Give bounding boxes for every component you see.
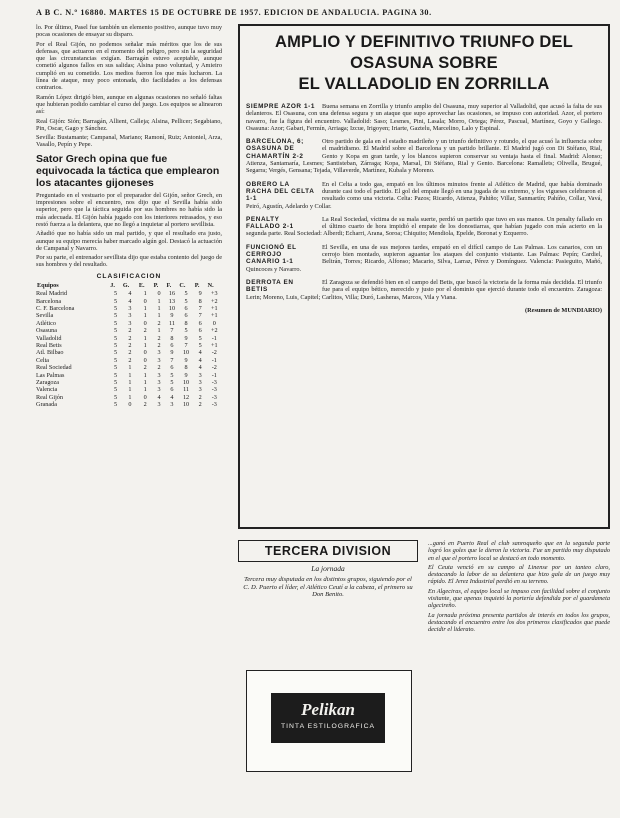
standings-row xyxy=(36,364,222,371)
team-name: Valladolid xyxy=(36,334,62,342)
article-section xyxy=(246,138,602,174)
standings-cell: -1 xyxy=(211,356,217,364)
standings-row xyxy=(36,320,222,327)
team-name: Las Palmas xyxy=(36,371,65,379)
tercera-intro: Tercera muy disputada en los distintos grupos, siguiendo por el C. D. Puerto el líder, el Atlético Ceutí a la cabeza, el primero su Don Benito. xyxy=(243,576,413,599)
standings-column-header: P. xyxy=(153,281,159,289)
section-label: DERROTA EN BETIS xyxy=(246,278,294,294)
standings-cell: 6 xyxy=(170,364,174,372)
standings-cell: 3 xyxy=(198,386,202,394)
team-name: Granada xyxy=(36,401,57,409)
standings-cell: 5 xyxy=(184,297,188,305)
standings-column-header: G. xyxy=(122,281,130,289)
standings-cell: 6 xyxy=(198,319,202,327)
standings-cell: 10 xyxy=(182,349,190,357)
main-article-title xyxy=(246,32,602,95)
title-line-2: EL VALLADOLID EN ZORRILLA xyxy=(298,75,550,93)
standings-cell: 0 xyxy=(157,290,161,298)
ad-logo-panel xyxy=(271,693,385,743)
standings-cell: 3 xyxy=(128,312,132,320)
standings-cell: 5 xyxy=(114,401,118,409)
standings-cell: 5 xyxy=(170,379,174,386)
standings-cell: 2 xyxy=(198,393,202,401)
standings-row xyxy=(36,305,222,312)
standings-cell: 6 xyxy=(170,386,174,394)
standings-cell: 3 xyxy=(170,401,174,409)
standings-cell: 2 xyxy=(157,364,161,372)
standings-cell: 5 xyxy=(114,379,118,386)
section-text: El Zaragoza se defendió bien en el campo del Betis, que buscó la victoria de la forma más decidida. El triunfo fue para el equipo bético, merecido y justo por el dominio que ejerció durante todo el encuentro. Zaragoza: Lerin; Moreno, Luis, Capitel; Carlitos, Villa; Duró, Lasheras, Marcos, Vila y Viana. xyxy=(246,278,602,301)
team-name: Atl. Bilbao xyxy=(36,349,64,357)
standings-cell: 1 xyxy=(157,297,161,305)
standings-cell: 2 xyxy=(128,334,132,342)
standings-cell: 7 xyxy=(184,341,188,349)
standings-cell: 2 xyxy=(143,327,147,335)
standings-cell: 9 xyxy=(184,371,188,379)
standings-cell: 1 xyxy=(128,371,132,379)
ad-brand: Pelikan xyxy=(301,700,355,719)
standings-cell: 0 xyxy=(143,319,147,327)
left-paragraph: Ramón López dirigió bien, aunque en algunas ocasiones no señaló faltas que hubieran podido cambiar el curso del juego. Los equipos se alinearon así: xyxy=(36,93,222,116)
standings-cell: 1 xyxy=(157,327,161,335)
standings-cell: +2 xyxy=(211,327,218,335)
standings-cell: -3 xyxy=(211,393,217,401)
standings-cell: 10 xyxy=(182,401,190,409)
standings-cell: 9 xyxy=(198,290,202,298)
standings-cell: 1 xyxy=(143,304,147,312)
left-paragraph: Real Gijón: Sión; Barragán, Allient, Calleja; Alsina, Pellicer; Segabiano, Pin, Oscar, Gago y Sánchez. xyxy=(36,117,222,132)
standings-cell: 1 xyxy=(157,312,161,320)
standings-cell: 5 xyxy=(114,297,118,305)
team-name: Osasuna xyxy=(36,327,57,335)
article-section xyxy=(246,216,602,238)
standings-cell: 3 xyxy=(157,379,161,386)
standings-cell: -2 xyxy=(211,364,217,372)
article-section xyxy=(246,244,602,273)
standings-cell: 5 xyxy=(114,290,118,298)
standings-cell: 2 xyxy=(157,341,161,349)
standings-row xyxy=(36,394,222,401)
article-section xyxy=(246,181,602,210)
standings-cell: -3 xyxy=(211,386,217,394)
team-name: Atlético xyxy=(36,319,56,327)
standings-cell: 10 xyxy=(168,304,176,312)
standings-cell: 7 xyxy=(170,356,174,364)
standings-column-header: C. xyxy=(179,281,186,289)
team-name: C. F. Barcelona xyxy=(36,304,75,312)
standings-cell: 3 xyxy=(157,356,161,364)
section-text: Buena semana en Zorrilla y triunfo amplio del Osasuna, muy superior al Valladolid, que acusó la falta de sus delanteros. El Osasuna, con una defensa segura y un ataque que supo aprovechar las ocasiones, se impuso con autoridad. Azor, el portero navarro, fue la figura del encuentro. Valladolid: Saso; Lesmes, Pini, Lasala; Morro, Ortega; Pérez, Pascual, Martínez, Goyo y Gallego. Osasuna: Azor; Gabari, Fermín, Arriaga; Izcue, Irigoyen; Iriarte, Gaztelu, Marcelino, Lalo y Espinal. xyxy=(246,103,602,132)
standings-cell: 2 xyxy=(128,327,132,335)
team-name: Real Sociedad xyxy=(36,364,72,372)
standings-cell: 1 xyxy=(128,379,132,386)
report-paragraph: El Ceuta venció en su campo al Linense por un tanteo claro, destacando la labor de su delantera que hizo gala de un juego muy rápido. El Jerez Industrial perdió en su terreno. xyxy=(428,563,610,586)
standings-cell: 3 xyxy=(198,379,202,386)
standings-cell: -1 xyxy=(211,334,217,342)
standings-cell: 5 xyxy=(114,364,118,372)
report-paragraph: La jornada próxima presenta partidos de interés en todos los grupos, destacando el encuentro entre los dos primeros clasificados que puede decidir el liderato. xyxy=(428,611,610,634)
standings-cell: 5 xyxy=(198,341,202,349)
standings-cell: 1 xyxy=(143,312,147,320)
team-name: Real Gijón xyxy=(36,393,63,401)
bottom-area xyxy=(238,540,610,814)
team-name: Real Betis xyxy=(36,341,62,349)
standings-cell: 10 xyxy=(182,379,190,386)
standings-cell: 3 xyxy=(157,371,161,379)
standings-cell: +2 xyxy=(211,297,218,305)
standings-title: CLASIFICACION xyxy=(96,272,162,280)
standings-cell: 2 xyxy=(198,401,202,409)
standings-cell: 1 xyxy=(128,386,132,394)
standings-cell: 2 xyxy=(157,319,161,327)
standings-cell: +1 xyxy=(211,341,218,349)
report-paragraph: ...ganó en Puerto Real el club sanroqueño que en la segunda parte logró los goles que le dieron la victoria. Fue un partido muy disputado en el que el portero local se destacó en todo momento. xyxy=(428,540,610,562)
standings-cell: 5 xyxy=(114,319,118,327)
standings-row xyxy=(36,327,222,334)
left-paragraph: Por el Real Gijón, no podemos señalar más méritos que los de sus defensas, que actuaron en el momento del peligro, pero sin la seguridad que las circunstancias exigían. Barragán estuvo aceptable, aunque cometió algunos fallos en sus salidas; Alsina puso voluntad, y Amieiro cumplió en su cometido. Los medios fueron los que más lucharon. La línea de ataque, muy poco entonada, dio facilidades a los defensas contrarios. xyxy=(36,40,222,92)
standings-row xyxy=(36,349,222,356)
standings-cell: 0 xyxy=(143,393,147,401)
standings-cell: 1 xyxy=(143,379,147,386)
standings-row xyxy=(36,372,222,379)
standings-row xyxy=(36,335,222,342)
standings-cell: 9 xyxy=(184,356,188,364)
standings-cell: 1 xyxy=(143,371,147,379)
team-name: Zaragoza xyxy=(36,379,60,386)
left-paragraph: Por su parte, el entrenador sevillista dijo que estaba contento del juego de sus hombres y del resultado. xyxy=(36,254,222,269)
standings-column-header: E. xyxy=(138,281,145,289)
article-section xyxy=(246,103,602,132)
standings-cell: -3 xyxy=(211,401,217,409)
section-text: El Sevilla, en una de sus mejores tardes, empató en el difícil campo de Las Palmas. Los canarios, con un cerrojo bien montado, supieron aguantar los ataques del conjunto visitante. Las Palmas: Pepín; Cardiel, Beltrán, Torres; Ricardo, Alfonso; Macario, Silva, Larraz, Pérez y Domínguez. Valencia: Pasieguito, Mañó, Quincoces y Navarro. xyxy=(246,243,602,273)
standings-cell: 5 xyxy=(114,312,118,320)
standings-cell: 1 xyxy=(157,304,161,312)
standings-cell: 1 xyxy=(128,393,132,401)
standings-row xyxy=(36,379,222,386)
article-section xyxy=(246,279,602,301)
standings-cell: 5 xyxy=(170,371,174,379)
standings-cell: 11 xyxy=(183,386,190,394)
standings-cell: 4 xyxy=(198,364,202,372)
standings-cell: 5 xyxy=(114,341,118,349)
standings-cell: 2 xyxy=(143,401,147,409)
standings-cell: 2 xyxy=(128,341,132,349)
standings-cell: 1 xyxy=(143,386,147,394)
team-name: Real Madrid xyxy=(36,290,68,298)
standings-cell: +1 xyxy=(211,312,218,320)
standings-cell: +1 xyxy=(211,304,218,312)
team-name: Barcelona xyxy=(36,297,62,305)
standings-cell: -2 xyxy=(211,349,217,357)
standings-cell: 9 xyxy=(184,334,188,342)
standings-cell: 2 xyxy=(128,349,132,357)
standings-cell: 5 xyxy=(114,304,118,312)
standings-cell: 1 xyxy=(143,334,147,342)
standings-cell: 12 xyxy=(182,393,190,401)
team-name: Valencia xyxy=(36,386,58,394)
standings-row xyxy=(36,312,222,319)
page-header: A B C. N.º 16880. MARTES 15 DE OCTUBRE DE 1957. EDICION DE ANDALUCIA. PAGINA 30. xyxy=(36,8,432,17)
standings-cell: 8 xyxy=(170,334,174,342)
standings-cell: 16 xyxy=(168,290,176,298)
standings-cell: 9 xyxy=(170,312,174,320)
standings-cell: 4 xyxy=(198,356,202,364)
standings-cell: -1 xyxy=(211,371,217,379)
section-label: PENALTY FALLADO 2-1 xyxy=(246,215,294,231)
standings-cell: 4 xyxy=(170,393,174,401)
team-name: Sevilla xyxy=(36,312,54,320)
standings-cell: 9 xyxy=(170,349,174,357)
section-text: Otro partido de gala en el estadio madrileño y un triunfo definitivo y rotundo, el que acusó la influencia sobre el madridismo. El Madrid sobre el Barcelona y un partido brillante. El Madrid jugó con Di Stéfano, Rial, Gento y Kopa en gran tarde, y los blancos supieron conservar su ventaja hasta el final. Madrid: Alonso; Atienza, Santamaría, Lesmes; Santisteban, Zárraga; Kopa, Marsal, Di Stéfano, Rial y Gento. Barcelona: Ramallets; Olivella, Brugué, Segarra; Vergés, Gensana; Tejada, Villaverde, Martínez, Kubala y Moreno. xyxy=(246,138,602,175)
standings-cell: 3 xyxy=(157,401,161,409)
standings-cell: 3 xyxy=(128,319,132,327)
standings-column-header: J. xyxy=(110,281,115,289)
section-label: OBRERO LA RACHA DEL CELTA 1-1 xyxy=(246,180,315,203)
standings-cell: 0 xyxy=(143,356,147,364)
standings-cell: 1 xyxy=(143,341,147,349)
left-paragraph: Añadió que no había sido un mal partido, y que el resultado era justo, aunque su equipo merecía haber marcado algún gol. Destacó la actuación de Campanal y Navarro. xyxy=(36,230,222,252)
standings-cell: +3 xyxy=(211,290,218,298)
standings-cell: 6 xyxy=(198,327,202,335)
standings-cell: 6 xyxy=(184,304,188,312)
section-text: En el Celta a todo gas, empató en los últimos minutos frente al Atlético de Madrid, que había dominado durante casi todo el partido. El gol del empate llegó en una jugada de su extremo, y los vigueses celebraron el resultado como una victoria. Celta: Pazos; Ricardo, Atienza, Pahiño; Villar, Sanmartín; Pahíño, Collar, Vavá, Peiró, Agustín, Adelardo y Collar. xyxy=(246,180,602,210)
standings-cell: 3 xyxy=(128,304,132,312)
standings-column-header: P. xyxy=(194,281,200,289)
main-article-box xyxy=(238,24,610,529)
standings-cell: 0 xyxy=(212,319,216,327)
standings-cell: 0 xyxy=(143,297,147,305)
standings-row xyxy=(36,386,222,393)
left-column xyxy=(36,24,222,814)
article-credit: (Resumen de MUNDIARIO) xyxy=(525,306,602,314)
section-label: BARCELONA, 6; OSASUNA DE CHAMARTÍN 2-2 xyxy=(246,138,304,160)
standings-cell: 4 xyxy=(157,393,161,401)
standings-cell: 0 xyxy=(128,401,132,409)
standings-cell: 5 xyxy=(114,386,118,394)
standings-cell: 5 xyxy=(198,334,202,342)
left-subheading: Sator Grech opina que fue equivocada la táctica que emplearon los atacantes gijoneses xyxy=(36,152,220,189)
standings-row xyxy=(36,290,222,297)
standings-cell: 1 xyxy=(143,290,147,298)
standings-column-header: Equipos xyxy=(37,281,59,289)
standings-column-header: F. xyxy=(166,281,172,289)
title-line-1: AMPLIO Y DEFINITIVO TRIUNFO DEL OSASUNA SOBRE xyxy=(274,33,574,72)
standings-cell: 3 xyxy=(198,371,202,379)
standings-cell: 11 xyxy=(168,319,175,327)
standings-row xyxy=(36,298,222,305)
tercera-subtitle: La jornada xyxy=(311,564,345,573)
team-name: Celta xyxy=(36,356,50,364)
pelikan-advertisement xyxy=(246,670,412,772)
standings-cell: 4 xyxy=(128,297,132,305)
standings-cell: 6 xyxy=(170,341,174,349)
right-column xyxy=(238,24,610,814)
standings-cell: 2 xyxy=(157,334,161,342)
standings-cell: 3 xyxy=(157,386,161,394)
section-text: La Real Sociedad, víctima de su mala suerte, perdió un partido que tuvo en sus manos. Un penalty fallado en el último cuarto de hora impidió el empate de los donostiarras, que habían jugado con más acierto en la segunda parte. Real Sociedad: Alberdi; Echarri, Arana, Soroa; Chiquito; Mendiola, Epelde, Boronat y Ezquerro. xyxy=(246,215,602,238)
standings-table xyxy=(36,281,222,409)
standings-cell: -3 xyxy=(211,379,217,386)
standings-cell: 7 xyxy=(170,327,174,335)
standings-row xyxy=(36,401,222,408)
standings-row xyxy=(36,357,222,364)
standings-row xyxy=(36,342,222,349)
tercera-report xyxy=(428,540,610,814)
ad-tagline: TINTA ESTILOGRAFICA xyxy=(280,723,376,730)
report-paragraph: En Algeciras, el equipo local se impuso con facilidad sobre el conjunto visitante, que apenas inquietó la portería defendida por el guardameta algecireño. xyxy=(428,587,610,610)
standings-cell: 6 xyxy=(184,312,188,320)
standings-cell: 4 xyxy=(128,290,132,298)
standings-cell: 5 xyxy=(184,290,188,298)
standings-cell: 2 xyxy=(143,364,147,372)
standings-cell: 5 xyxy=(184,327,188,335)
standings-cell: 5 xyxy=(114,356,118,364)
standings-cell: 2 xyxy=(128,356,132,364)
standings-cell: 7 xyxy=(198,304,202,312)
tercera-division-box xyxy=(238,540,418,814)
standings-cell: 4 xyxy=(198,349,202,357)
standings-cell: 5 xyxy=(114,334,118,342)
standings-cell: 5 xyxy=(114,371,118,379)
tercera-title: TERCERA DIVISION xyxy=(238,540,418,562)
standings-cell: 5 xyxy=(114,393,118,401)
standings-cell: 8 xyxy=(184,364,188,372)
standings-column-header: N. xyxy=(207,281,214,289)
left-paragraph: Sevilla: Bustamante; Campanal, Mariano; Ramoní, Ruiz; Antoniel, Arza, Vasallo, Pepín y Pepe. xyxy=(36,134,222,149)
standings-cell: 5 xyxy=(114,327,118,335)
left-paragraph: Preguntado en el vestuario por el preparador del Gijón, señor Grech, en impresiones sobre el encuentro, nos dijo que el Sevilla había sido superior, pero que la táctica seguida por sus hombres no había sido la más adecuada. El Gijón había jugado con los interiores retrasados, y eso restó fuerza a la delantera, que no llegó a inquietar al portero sevillista. xyxy=(36,191,222,228)
standings-cell: 8 xyxy=(184,319,188,327)
standings-cell: 8 xyxy=(198,297,202,305)
section-label: FUNCIONÓ EL CERROJO CANARIO 1-1 xyxy=(246,243,297,266)
left-paragraph: lo. Por último, Pasel fue también un elemento positivo, aunque tuvo muy pocas ocasiones de ensayar su disparo. xyxy=(36,24,222,39)
standings-cell: 5 xyxy=(114,349,118,357)
standings-cell: 0 xyxy=(143,349,147,357)
section-label: SIEMPRE AZOR 1-1 xyxy=(246,103,316,110)
standings-cell: 7 xyxy=(198,312,202,320)
standings-cell: 13 xyxy=(168,297,176,305)
standings-cell: 3 xyxy=(157,349,161,357)
standings-cell: 1 xyxy=(128,364,132,372)
